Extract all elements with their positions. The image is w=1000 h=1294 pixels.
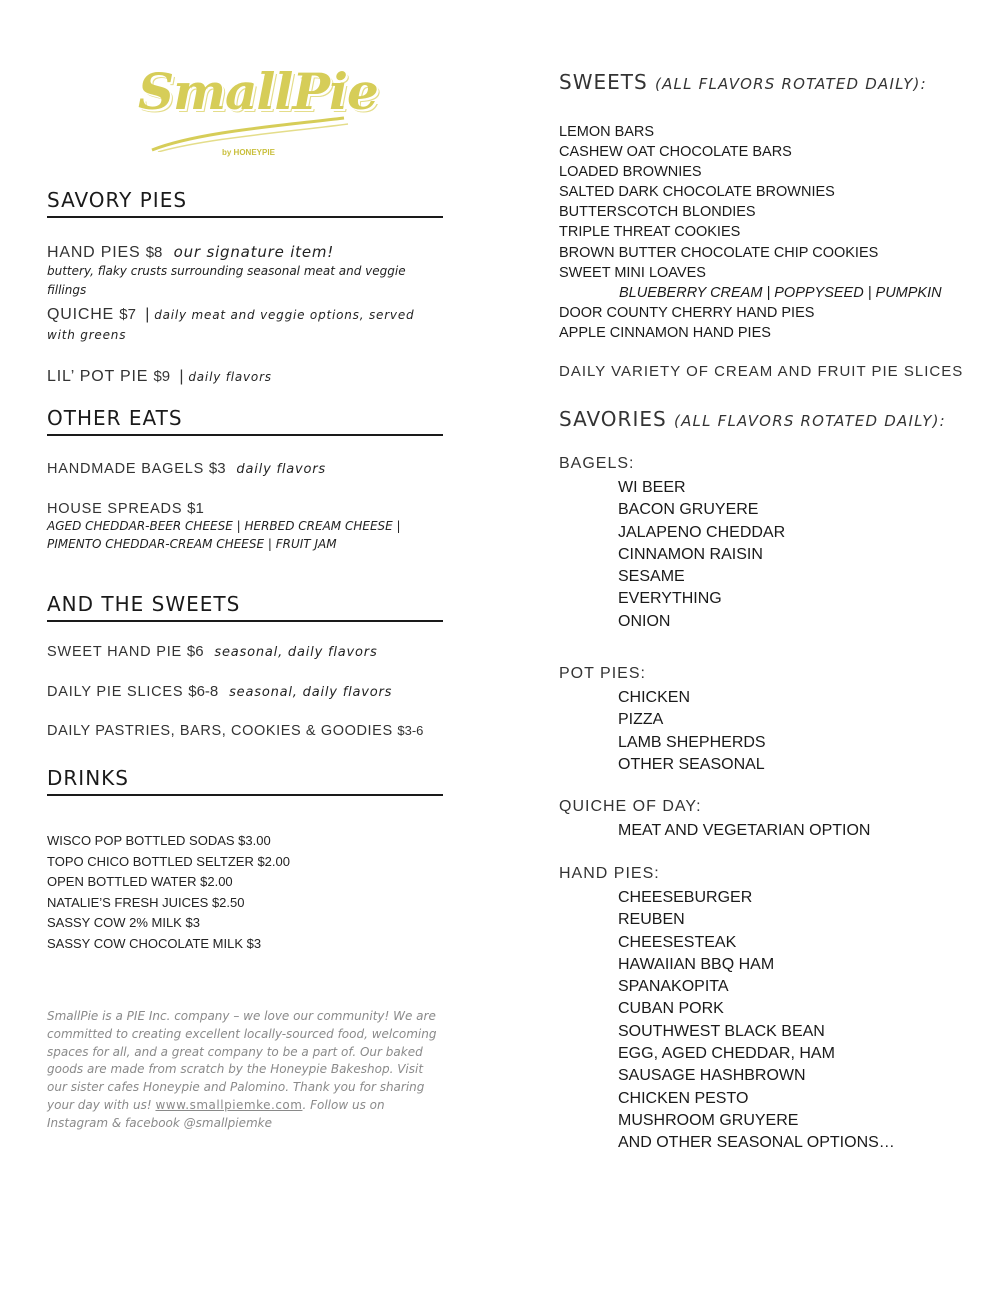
savories-heading [559,407,946,431]
list-item: SWEET MINI LOAVES [559,264,706,281]
item-price: $3-6 [397,723,424,738]
menu-item-hand-pies [47,243,445,300]
list-item: AND OTHER SEASONAL OPTIONS… [618,1134,895,1152]
group-label: BAGELS: [559,455,635,472]
item-name: DAILY PIE SLICES [47,684,184,700]
item-price: $7 [119,306,136,323]
daily-variety-note: DAILY VARIETY OF CREAM AND FRUIT PIE SLICES [559,363,964,380]
list-item: CASHEW OAT CHOCOLATE BARS [559,144,792,161]
list-item: BROWN BUTTER CHOCOLATE CHIP COOKIES [559,244,879,261]
logo-wordmark: SmallPie [138,62,378,121]
list-item: PIZZA [618,711,664,729]
item-description: AGED CHEDDAR-BEER CHEESE | HERBED CREAM CHEESE | PIMENTO CHEDDAR-CREAM CHEESE | FRUIT JAM [47,519,401,551]
item-description: buttery, flaky crusts surrounding seasonal meat and veggie fillings [47,264,406,297]
menu-item-quiche [47,305,445,345]
sweets-heading [559,70,927,94]
section-and-the-sweets: AND THE SWEETS [47,592,443,622]
savories-subtitle: (ALL FLAVORS ROTATED DAILY): [674,412,946,430]
list-item: NATALIE’S FRESH JUICES $2.50 [47,894,245,910]
list-item: SOUTHWEST BLACK BEAN [618,1022,825,1040]
section-drinks: DRINKS [47,766,443,796]
item-name: QUICHE [47,306,115,323]
item-name: HOUSE SPREADS [47,501,183,517]
item-name: HANDMADE BAGELS [47,461,205,477]
item-note: seasonal, daily flavors [214,645,378,660]
group-pot-pies [559,665,766,776]
list-item: CHEESESTEAK [618,933,737,951]
item-name: LIL’ POT PIE [47,368,149,385]
group-label: HAND PIES: [559,865,660,882]
list-item: LEMON BARS [559,124,655,140]
list-item: EVERYTHING [618,590,722,608]
item-price: $9 [153,368,171,385]
logo-byline: by HONEYPIE [222,148,275,157]
list-item: SESAME [618,568,685,586]
group-label: QUICHE OF DAY: [559,798,702,815]
list-item: TOPO CHICO BOTTLED SELTZER $2.00 [47,853,290,869]
list-item: OTHER SEASONAL [618,755,765,773]
item-name: SWEET HAND PIE [47,644,183,660]
about-footer [47,1008,442,1133]
item-price: $6 [186,643,204,660]
list-item: CUBAN PORK [618,1000,724,1018]
item-separator: | [145,306,151,323]
group-bagels [559,455,785,633]
list-item: DOOR COUNTY CHERRY HAND PIES [559,304,815,321]
list-item: LAMB SHEPHERDS [618,733,766,751]
list-item: LOADED BROWNIES [559,164,702,181]
list-item: SASSY COW CHOCOLATE MILK $3 [47,935,262,951]
item-description: daily flavors [188,370,272,384]
list-item: SALTED DARK CHOCOLATE BROWNIES [559,184,835,201]
item-description: daily meat and veggie options, served with greens [47,308,415,342]
group-quiche [559,798,870,842]
list-item: OPEN BOTTLED WATER $2.00 [47,874,233,889]
website-link[interactable]: www.smallpiemke.com [155,1097,303,1112]
list-item: SPANAKOPITA [618,978,729,996]
item-note: our signature item! [173,243,335,261]
list-item: TRIPLE THREAT COOKIES [559,224,741,241]
group-hand-pies [559,865,895,1155]
menu-item-bagels [47,460,445,477]
list-item: SAUSAGE HASHBROWN [618,1067,806,1085]
list-item: EGG, AGED CHEDDAR, HAM [618,1045,835,1063]
sweets-list [559,122,942,343]
list-item: CHEESEBURGER [618,889,753,906]
list-item: CINNAMON RAISIN [618,545,763,563]
section-other-eats: OTHER EATS [47,406,443,436]
list-item: BUTTERSCOTCH BLONDIES [559,204,756,221]
item-price: $6-8 [188,683,219,700]
list-item: SASSY COW 2% MILK $3 [47,915,200,930]
menu-item-pie-slices [47,683,445,700]
list-item: ONION [618,612,671,630]
menu-item-spreads [47,500,445,553]
logo-swoosh-icon [138,112,352,152]
list-item: APPLE CINNAMON HAND PIES [559,324,771,341]
savories-title: SAVORIES [559,407,667,431]
list-item: WI BEER [618,479,686,496]
smallpie-logo [138,62,378,172]
footer-text-end: . Follow us on Instagram & facebook @smallpiemke [47,1097,385,1130]
list-item: CHICKEN [618,689,691,706]
group-label: POT PIES: [559,665,646,682]
item-price: $3 [208,460,226,477]
item-note: seasonal, daily flavors [229,685,393,700]
list-item: REUBEN [618,911,685,929]
menu-item-pot-pie [47,368,445,387]
list-item: MEAT AND VEGETARIAN OPTION [618,822,871,839]
item-price: $1 [187,500,204,517]
list-item: WISCO POP BOTTLED SODAS $3.00 [47,833,271,848]
drinks-list [47,831,290,954]
list-item: MUSHROOM GRUYERE [618,1111,799,1129]
item-name: DAILY PASTRIES, BARS, COOKIES & GOODIES [47,723,393,739]
list-item: JALAPENO CHEDDAR [618,523,786,541]
sweets-title: SWEETS [559,70,648,94]
sweets-subtitle: (ALL FLAVORS ROTATED DAILY): [655,75,927,93]
section-savory-pies: SAVORY PIES [47,188,443,218]
item-name: HAND PIES [47,244,141,261]
item-note: daily flavors [236,462,327,477]
item-separator: | [179,368,185,385]
footer-text: SmallPie is a PIE Inc. company – we love our community! We are committed to creating excellent locally-sourced food, welcoming spaces for all, and a great company to be a part of. Our baked goods are made from scratch by the Honeypie Bakeshop. Visit our sister cafes Honeypie and Palomino. Thank you for sharing your day with us! [47,1009,437,1112]
menu-item-sweet-hand-pie [47,643,445,660]
list-item: BACON GRUYERE [618,501,759,519]
list-item: HAWAIIAN BBQ HAM [618,955,775,973]
loaf-flavors: BLUEBERRY CREAM | POPPYSEED | PUMPKIN [619,284,942,301]
menu-item-pastries [47,723,445,739]
list-item: CHICKEN PESTO [618,1089,749,1107]
item-price: $8 [145,244,163,261]
